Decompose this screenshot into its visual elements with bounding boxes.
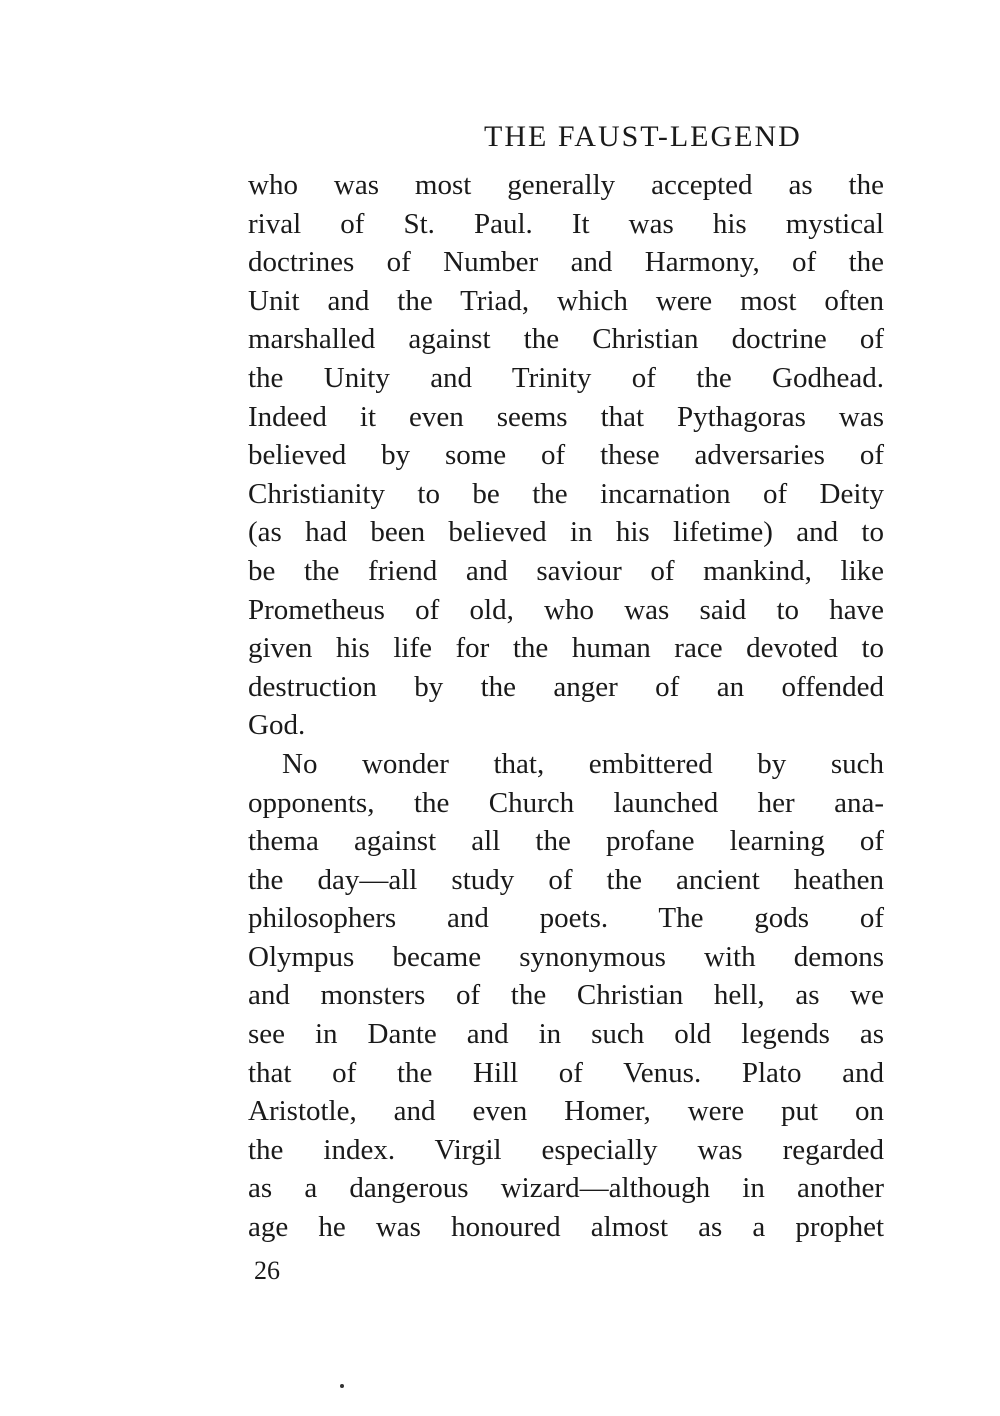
text-line: thema against all the profane learning of [248, 825, 884, 858]
text-line: who was most generally accepted as the [248, 169, 884, 201]
text-line: the day—all study of the ancient heathen [248, 863, 884, 896]
body-text [248, 166, 884, 1247]
text-line: see in Dante and in such old legends as [248, 1018, 884, 1051]
text-line: given his life for the human race devoted to [248, 632, 884, 665]
paragraph-2 [248, 745, 884, 1247]
text-line: that of the Hill of Venus. Plato and [248, 1056, 884, 1089]
paragraph-1 [248, 166, 884, 745]
text-line: Olympus became synonymous with demons [248, 940, 884, 973]
text-line: Unit and the Triad, which were most often [248, 284, 884, 317]
text-line: destruction by the anger of an offended [248, 670, 884, 703]
text-line: doctrines of Number and Harmony, of the [248, 246, 884, 279]
text-line: opponents, the Church launched her ana- [248, 786, 884, 819]
text-line: the index. Virgil especially was regarded [248, 1133, 884, 1166]
text-line: No wonder that, embittered by such [282, 747, 884, 780]
text-line: (as had been believed in his lifetime) and to [248, 516, 884, 549]
text-line: Indeed it even seems that Pythagoras was [248, 400, 884, 433]
running-title: THE FAUST-LEGEND [484, 120, 802, 153]
text-line: Prometheus of old, who was said to have [248, 593, 884, 626]
text-line: age he was honoured almost as a prophet [248, 1211, 884, 1244]
page-number: 26 [254, 1256, 280, 1285]
text-line: Christianity to be the incarnation of Deity [248, 477, 884, 510]
text-line: marshalled against the Christian doctrine of [248, 323, 884, 356]
text-line: as a dangerous wizard—although in another [248, 1172, 884, 1205]
text-line: believed by some of these adversaries of [248, 439, 884, 472]
text-line: be the friend and saviour of mankind, like [248, 554, 884, 587]
text-line: God. [248, 709, 306, 742]
text-line: the Unity and Trinity of the Godhead. [248, 361, 884, 394]
text-line: rival of St. Paul. It was his mystical [248, 207, 884, 240]
text-line: Aristotle, and even Homer, were put on [248, 1095, 884, 1128]
text-line: and monsters of the Christian hell, as we [248, 979, 884, 1012]
text-line: philosophers and poets. The gods of [248, 902, 884, 935]
ink-speck [340, 1384, 344, 1388]
